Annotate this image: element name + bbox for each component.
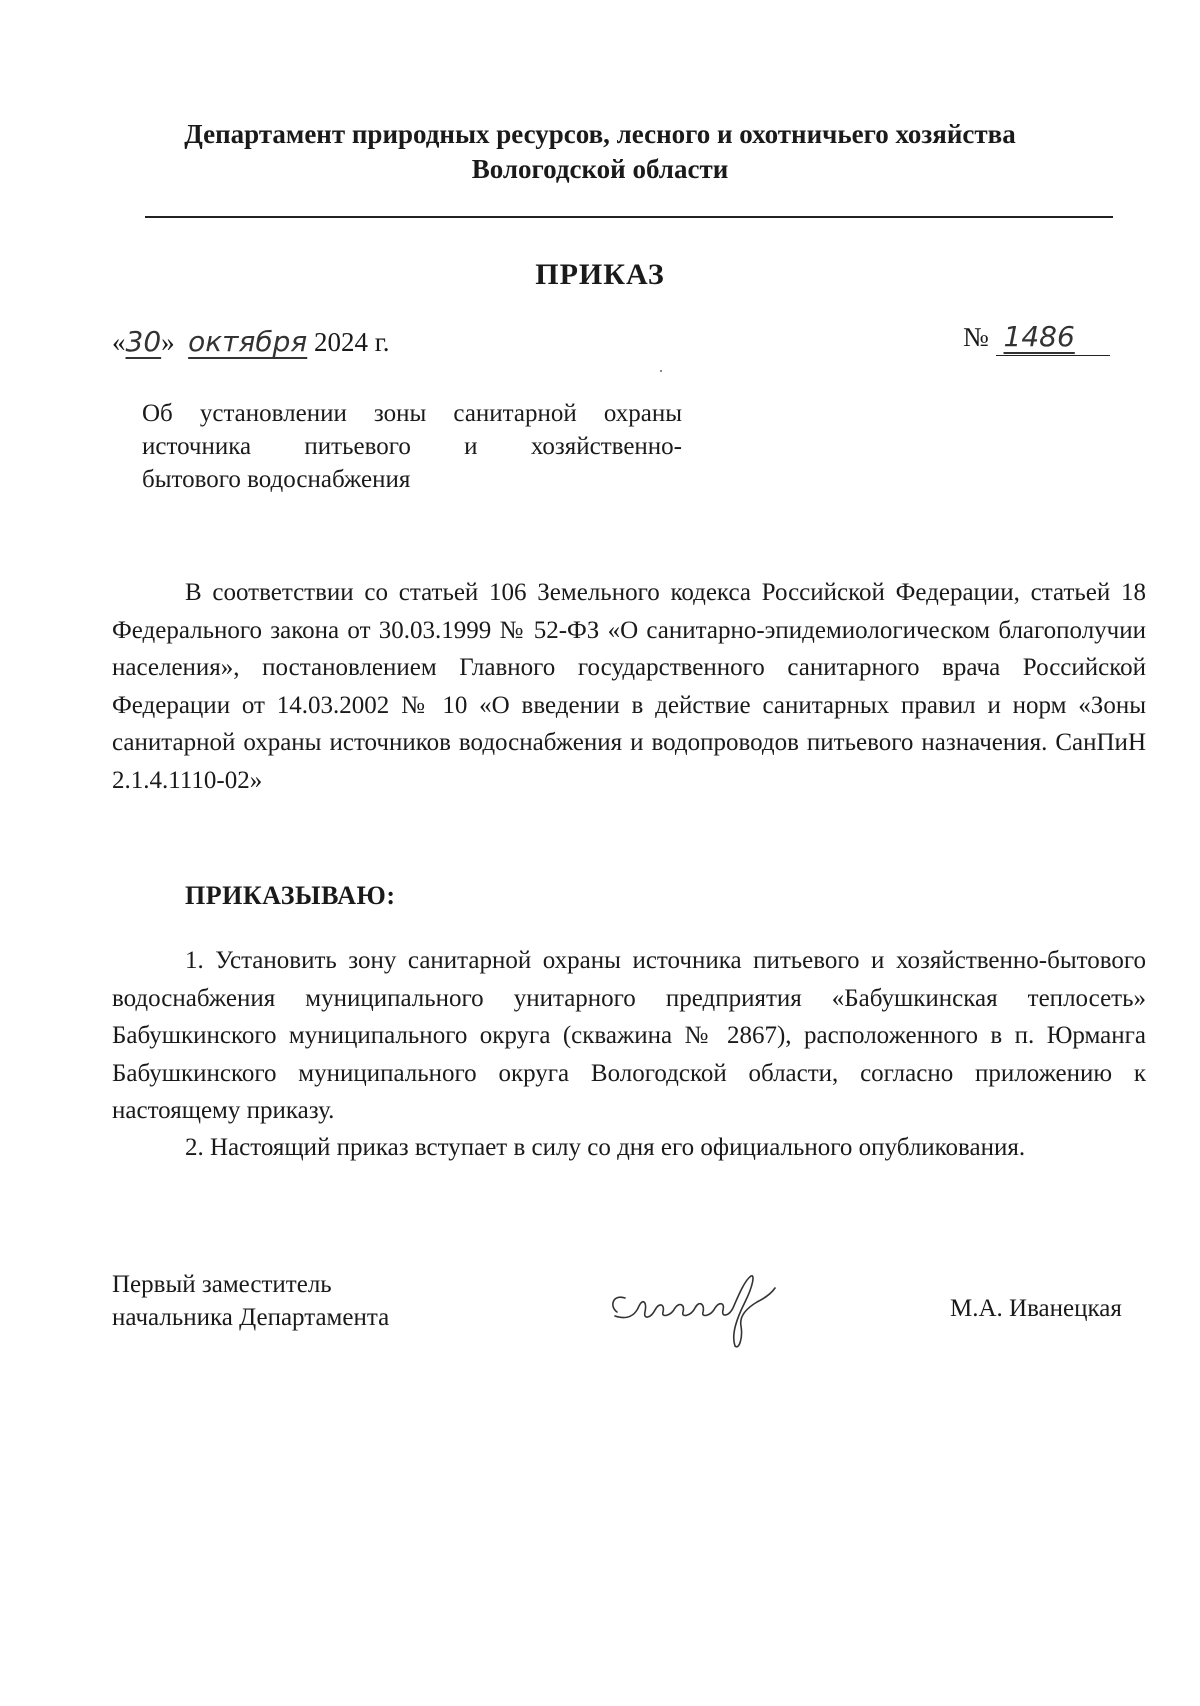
order-date <box>112 325 390 358</box>
scan-speck <box>660 370 662 372</box>
subject-line1: Об установлении зоны санитарной охраны <box>142 400 682 427</box>
signatory-position <box>112 1268 389 1334</box>
subject-line3: бытового водоснабжения <box>142 466 411 493</box>
department-name-line2: Вологодской области <box>471 154 729 184</box>
signatory-name: М.А. Иванецкая <box>950 1295 1122 1322</box>
handwritten-signature <box>605 1272 795 1352</box>
number-value-handwritten: 1486 <box>996 320 1110 356</box>
date-open-quote: « <box>112 327 126 357</box>
position-line2: начальника Департамента <box>112 1304 390 1331</box>
header-divider <box>145 216 1113 218</box>
position-line1: Первый заместитель <box>112 1271 332 1298</box>
order-item-2: 2. Настоящий приказ вступает в силу со дня его официального опубликования. <box>185 1134 1026 1161</box>
department-name-line1: Департамент природных ресурсов, лесного и охотничьего хозяйства <box>184 119 1016 149</box>
order-item-1: 1. Установить зону санитарной охраны источника питьевого и хозяйственно-бытового водоснабжения муниципального унитарного предприятия «Бабушкинская теплосеть» Бабушкинского муниципального округа (скважина № 2867), расположенного в п. Юрманга Бабушкинского муниципального округа Вологодской области, согласно приложению к настоящему приказу. <box>112 947 1146 1124</box>
document-title: ПРИКАЗ <box>535 258 665 291</box>
number-sign: № <box>963 322 989 352</box>
subject-line2: источника питьевого и хозяйственно- <box>142 433 682 460</box>
order-heading: ПРИКАЗЫВАЮ: <box>185 881 396 910</box>
date-close-quote: » <box>161 327 175 357</box>
date-month-handwritten: октября <box>188 325 308 358</box>
date-year: 2024 г. <box>313 327 390 357</box>
date-day-handwritten: 30 <box>125 325 162 358</box>
order-subject <box>142 397 682 496</box>
order-number <box>963 320 1110 356</box>
legal-basis-paragraph: В соответствии со статьей 106 Земельного кодекса Российской Федерации, статьей 18 Федерального закона от 30.03.1999 № 52-ФЗ «О санитарно-эпидемиологическом благополучии населения», постановлением Главного государственного санитарного врача Российской Федерации от 14.03.2002 № 10 «О введении в действие санитарных правил и норм «Зоны санитарной охраны источников водоснабжения и водопроводов питьевого назначения. СанПиН 2.1.4.1110-02» <box>112 579 1146 794</box>
